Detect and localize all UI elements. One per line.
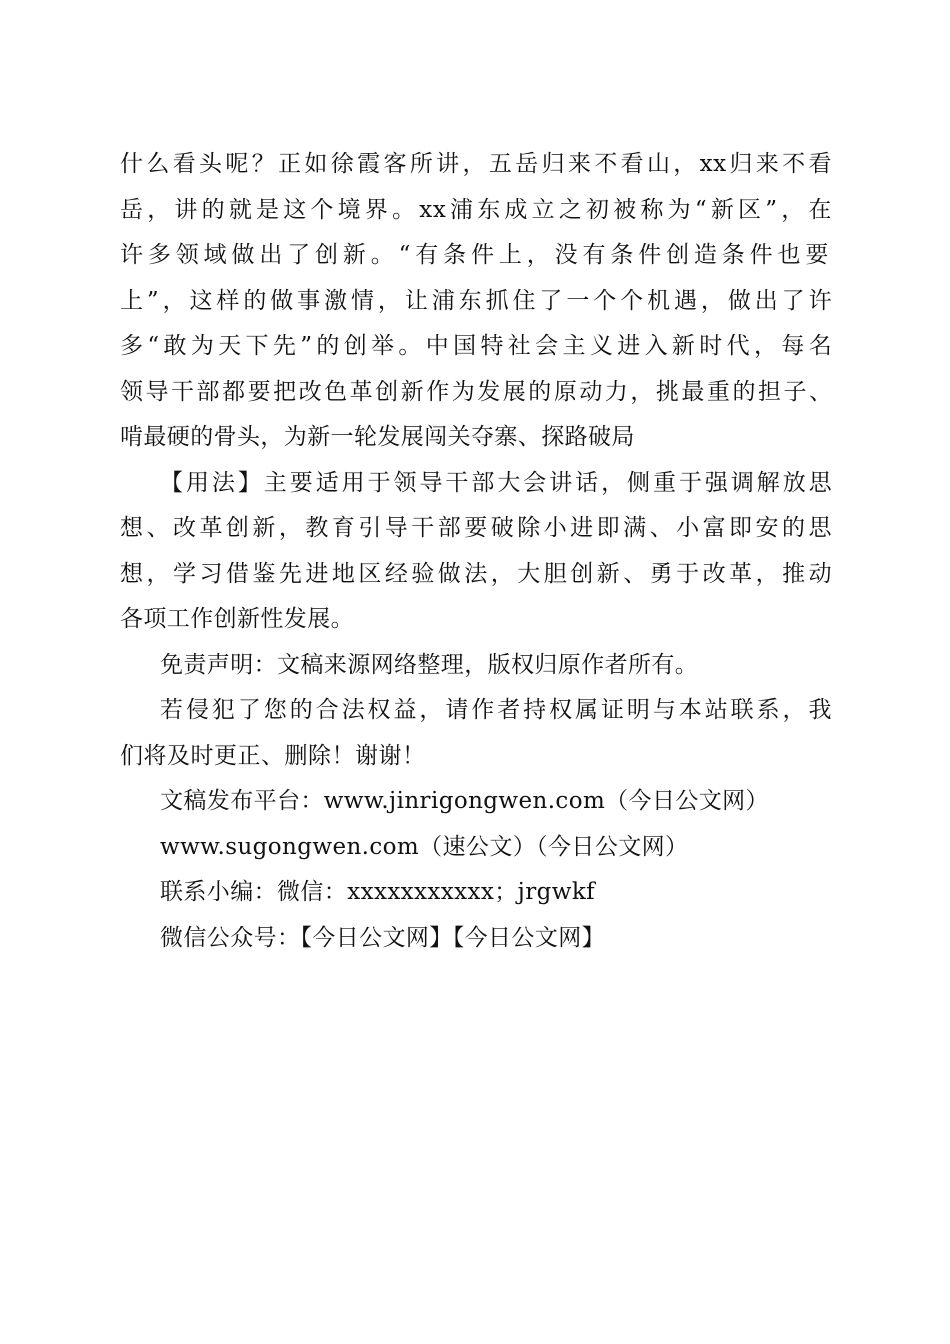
publisher-wechat-account: 微信公众号：【今日公文网】【今日公文网】 [160,924,605,951]
disclaimer-infringement-line: 若侵犯了您的合法权益，请作者持权属证明与本站联系，我 [160,697,832,723]
document-body [120,142,832,961]
usage-line: 想、改革创新，教育引导干部要破除小进即满、小富即安的思 [120,515,832,541]
publisher-alt-site: www.sugongwen.com（速公文）（今日公文网） [160,833,689,860]
publisher-info [120,779,832,961]
disclaimer-statement: 免责声明：文稿来源网络整理，版权归原作者所有。 [160,651,699,678]
paragraph-line: 啃最硬的骨头，为新一轮发展闯关夺寨、探路破局 [120,424,635,450]
paragraph-line: 许多领域做出了创新。“有条件上，没有条件创造条件也要 [120,242,832,268]
publisher-contact: 联系小编：微信：xxxxxxxxxxx；jrgwkf [160,879,596,905]
main-paragraph [120,142,832,461]
paragraph-line: 什么看头呢？正如徐霞客所讲，五岳归来不看山，xx归来不看 [120,151,832,177]
disclaimer [120,643,832,780]
paragraph-line: 岳，讲的就是这个境界。xx浦东成立之初被称为“新区”，在 [120,196,832,223]
paragraph-line: 领导干部都要把改色革创新作为发展的原动力，挑最重的担子、 [120,378,832,405]
disclaimer-infringement-line: 们将及时更正、删除！谢谢！ [120,742,426,769]
usage-line: 想，学习借鉴先进地区经验做法，大胆创新、勇于改革，推动 [120,560,832,587]
publisher-platform: 文稿发布平台：www.jinrigongwen.com（今日公文网） [160,788,769,814]
usage-line: 【用法】主要适用于领导干部大会讲话，侧重于强调解放思 [160,469,832,496]
usage-line: 各项工作创新性发展。 [120,606,354,632]
paragraph-line: 多“敢为天下先”的创举。中国特社会主义进入新时代，每名 [120,333,832,359]
usage-paragraph [120,461,832,643]
paragraph-line: 上”，这样的做事激情，让浦东抓住了一个个机遇，做出了许 [120,287,832,314]
